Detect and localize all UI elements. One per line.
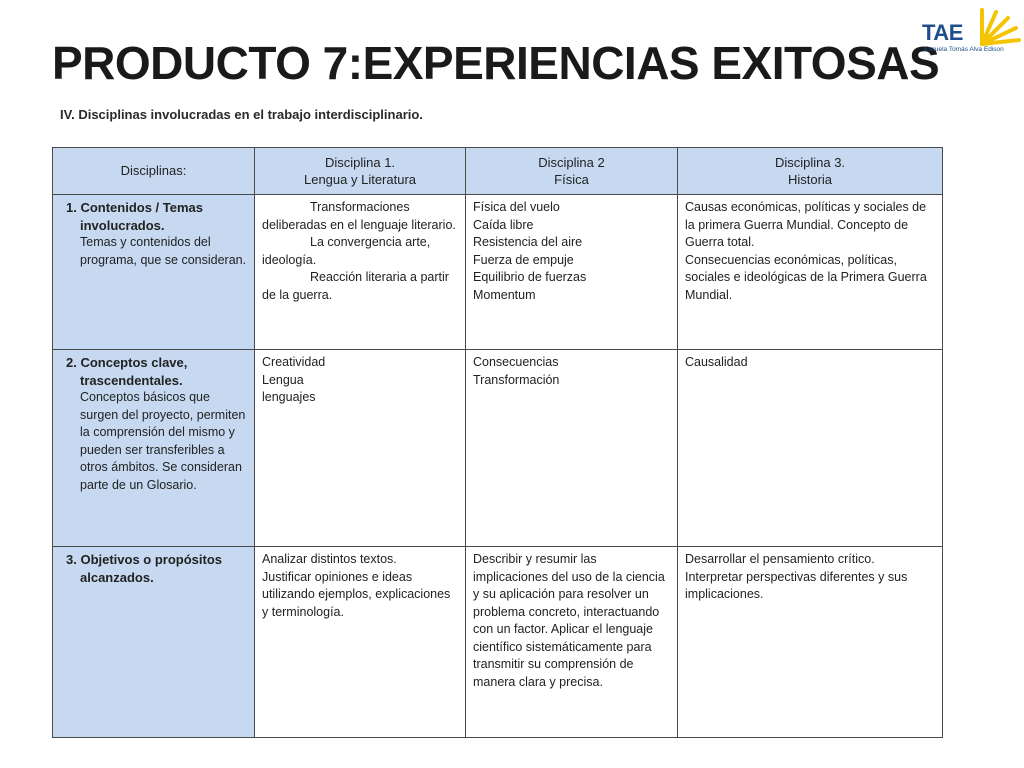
row-header xyxy=(53,195,255,350)
cell-text: Interpretar perspectivas diferentes y sus implicaciones. xyxy=(685,569,908,601)
cell-text: Transformación xyxy=(473,372,560,387)
cell-text: Caída libre xyxy=(473,217,534,232)
cell-text: Lengua xyxy=(262,372,304,387)
cell-text: Causalidad xyxy=(685,355,748,369)
cell-historia xyxy=(678,195,943,350)
section-title: IV. Disciplinas involucradas en el trabajo interdisciplinario. xyxy=(60,107,423,122)
slide-title: PRODUCTO 7:EXPERIENCIAS EXITOSAS xyxy=(52,37,940,89)
cell-historia xyxy=(678,547,943,738)
logo-wordmark: TAE xyxy=(922,20,963,45)
cell-text: Fuerza de empuje xyxy=(473,252,574,267)
cell-text: Resistencia del aire xyxy=(473,235,583,249)
tae-logo xyxy=(922,4,1022,64)
cell-fisica xyxy=(466,350,678,547)
logo-subtitle: Escuela Tomás Alva Edison xyxy=(924,46,1004,53)
cell-text: Consecuencias xyxy=(473,355,559,369)
cell-text: Causas económicas, políticas y sociales de la primera Guerra Mundial. Concepto de Guerra total. xyxy=(685,200,927,249)
header-label: Disciplinas: xyxy=(120,163,187,179)
cell-fisica xyxy=(466,195,678,350)
header-number: Disciplina 2 xyxy=(538,154,605,170)
header-number: Disciplina 3. xyxy=(774,154,846,170)
row-label: 1. Contenidos / Temas involucrados. xyxy=(66,200,204,233)
table-row-conceptos xyxy=(53,350,943,547)
table-header-row xyxy=(53,148,943,195)
row-header xyxy=(53,547,255,738)
table-row-objetivos xyxy=(53,547,943,738)
cell-lengua xyxy=(255,195,466,350)
cell-text: Analizar distintos textos. xyxy=(262,552,397,566)
cell-lengua xyxy=(255,547,466,738)
table-row-contenidos xyxy=(53,195,943,350)
cell-text: Creatividad xyxy=(262,355,326,369)
row-description: Temas y contenidos del programa, que se consideran. xyxy=(80,235,247,267)
header-disciplina-3 xyxy=(678,148,943,195)
row-label: 3. Objetivos o propósitos alcanzados. xyxy=(66,552,223,585)
row-header xyxy=(53,350,255,547)
header-number: Disciplina 1. xyxy=(324,154,396,170)
cell-text: Justificar opiniones e ideas utilizando ejemplos, explicaciones y terminología. xyxy=(262,569,451,619)
header-disciplina-2 xyxy=(466,148,678,195)
header-disciplinas xyxy=(53,148,255,195)
cell-text: Transformaciones deliberadas en el lenguaje literario. xyxy=(262,200,456,232)
disciplines-table xyxy=(52,147,943,738)
cell-historia xyxy=(678,350,943,547)
cell-text: Describir y resumir las implicaciones del uso de la ciencia y su aplicación para resolver un problema concreto, interactuando con un factor. Aplicar el lenguaje científico sistemáticamente para transmitir su comprensión de manera clara y precisa. xyxy=(473,552,665,689)
cell-text: Consecuencias económicas, políticas, sociales e ideológicas de la Primera Guerra Mundial. xyxy=(685,252,927,302)
cell-fisica xyxy=(466,547,678,738)
header-disciplina-1 xyxy=(255,148,466,195)
cell-text: La convergencia arte, ideología. xyxy=(262,235,431,267)
header-subject: Lengua y Literatura xyxy=(303,172,417,187)
cell-text: Desarrollar el pensamiento crítico. xyxy=(685,552,875,566)
row-label: 2. Conceptos clave, trascendentales. xyxy=(66,355,188,388)
cell-text: Reacción literaria a partir de la guerra. xyxy=(262,270,449,302)
cell-lengua xyxy=(255,350,466,547)
cell-text: lenguajes xyxy=(262,390,316,404)
cell-text: Física del vuelo xyxy=(473,200,560,214)
cell-text: Momentum xyxy=(473,287,536,302)
header-subject: Física xyxy=(554,172,589,187)
row-description: Conceptos básicos que surgen del proyecto, permiten la comprensión del mismo y pueden ser transferibles a otros ámbitos. Se consideran parte de un Glosario. xyxy=(80,390,246,492)
header-subject: Historia xyxy=(787,172,833,187)
cell-text: Equilibrio de fuerzas xyxy=(473,270,587,284)
